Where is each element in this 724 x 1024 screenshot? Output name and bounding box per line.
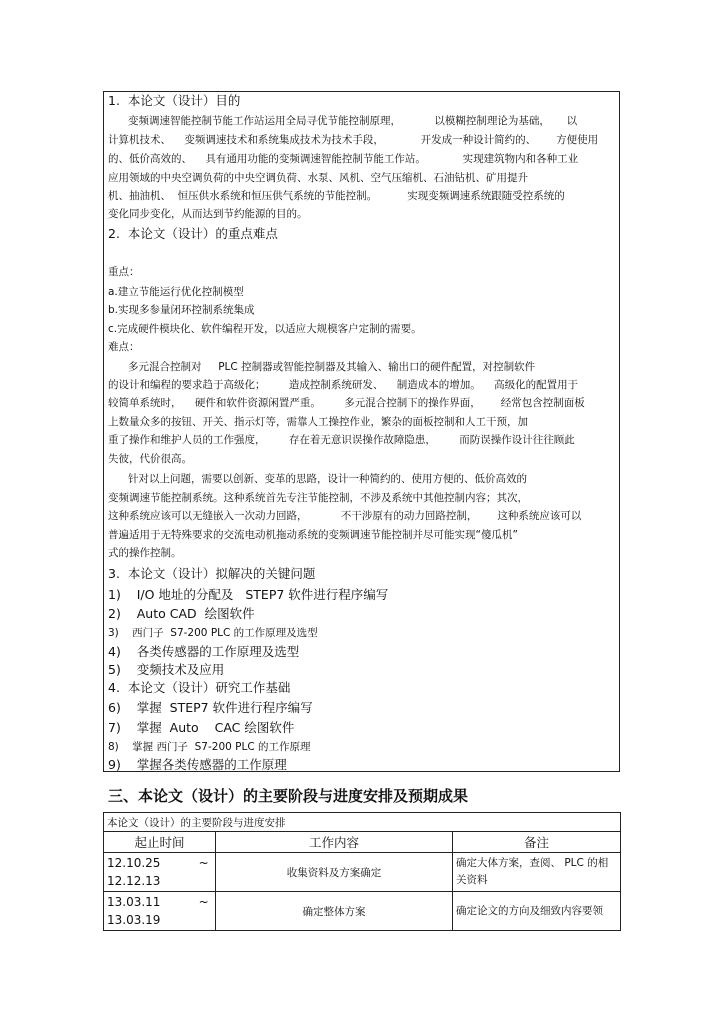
para-line: 机、抽油机、 恒压供水系统和恒压供气系统的节能控制。 实现变频调速系统跟随受控系统的 (108, 190, 565, 202)
para-line: 失彼，代价很高。 (108, 453, 192, 465)
list-item: 1) I/O 地址的分配及 STEP7 软件进行程序编写 (108, 587, 389, 602)
schedule-table (103, 812, 621, 931)
para-line: 变化同步变化，从而达到节约能源的目的。 (108, 208, 308, 220)
para-line: 多元混合控制对 PLC 控制器或智能控制器及其输入、输出口的硬件配置，对控制软件 (108, 361, 536, 373)
para-line: 计算机技术、 变频调速技术和系统集成技术为技术手段， 开发成一种设计简约的、 方便使用 (108, 134, 599, 146)
row-time: 12.10.25 ~ 12.12.13 (104, 853, 216, 892)
para-line: 针对以上问题，需要以创新、变革的思路，设计一种简约的、使用方便的、低价高效的 (108, 473, 528, 485)
key-point-c: c.完成硬件模块化、软件编程开发，以适应大规模客户定制的需要。 (108, 323, 422, 335)
key-points-label: 重点： (108, 266, 140, 278)
key-point-a: a.建立节能运行优化控制模型 (108, 286, 244, 298)
para-line: 的设计和编程的要求趋于高级化； 造成控制系统研发、 制造成本的增加。 高级化的配置用于 (108, 379, 579, 391)
table-row (104, 853, 621, 892)
row-work: 确定整体方案 (216, 892, 453, 931)
list-item: 3) 西门子 S7-200 PLC 的工作原理及选型 (108, 627, 318, 639)
section-3-title: 三、本论文（设计）的主要阶段与进度安排及预期成果 (108, 787, 469, 805)
list-item: 6) 掌握 STEP7 软件进行程序编写 (108, 700, 313, 715)
list-item: 9) 掌握各类传感器的工作原理 (108, 757, 287, 772)
heading-1: 1. 本论文（设计）目的 (108, 93, 241, 108)
header-work: 工作内容 (216, 832, 453, 853)
list-item: 2) Auto CAD 绘图软件 (108, 606, 255, 621)
heading-4: 4. 本论文（设计）研究工作基础 (108, 680, 291, 695)
table-row (104, 892, 621, 931)
key-point-b: b.实现多参量闭环控制系统集成 (108, 304, 255, 316)
difficulty-label: 难点： (108, 341, 140, 353)
list-item: 5) 变频技术及应用 (108, 662, 225, 677)
list-item: 7) 掌握 Auto CAC 绘图软件 (108, 720, 295, 735)
para-line: 较简单系统时， 硬件和软件资源闲置严重。 多元混合控制下的操作界面， 经常包含控制面板 (108, 397, 585, 409)
para-line: 变频调速节能控制系统。这种系统首先专注节能控制，不涉及系统中其他控制内容；其次， (108, 492, 528, 504)
para-line: 变频调速智能控制节能工作站运用全局寻优节能控制原理， 以模糊控制理论为基础， 以 (108, 115, 578, 127)
heading-2: 2. 本论文（设计）的重点难点 (108, 226, 278, 241)
header-note: 备注 (453, 832, 621, 853)
para-line: 重了操作和维护人员的工作强度， 存在着无意识误操作故障隐患， 而防误操作设计往往顾此 (108, 434, 575, 446)
para-line: 普遍适用于无特殊要求的交流电动机拖动系统的变频调速节能控制并尽可能实现“傻瓜机” (108, 529, 518, 541)
heading-3: 3. 本论文（设计）拟解决的关键问题 (108, 566, 316, 581)
para-line: 式的操作控制。 (108, 547, 182, 559)
para-line: 这种系统应该可以无缝嵌入一次动力回路， 不干涉原有的动力回路控制， 这种系统应该可以 (108, 510, 582, 522)
row-note: 确定大体方案，查阅、 PLC 的相关资料 (453, 853, 621, 892)
row-note: 确定论文的方向及细致内容要领 (453, 892, 621, 931)
para-line: 的、低价高效的、 具有通用功能的变频调速智能控制节能工作站。 实现建筑物内和各种工业 (108, 153, 579, 165)
list-item: 8) 掌握 西门子 S7-200 PLC 的工作原理 (108, 741, 311, 753)
row-time: 13.03.11 ~ 13.03.19 (104, 892, 216, 931)
para-line: 应用领域的中央空调负荷的中央空调负荷、水泵、风机、空气压缩机、石油钻机、矿用提升 (108, 172, 528, 184)
header-time: 起止时间 (104, 832, 216, 853)
para-line: 上数量众多的按钮、开关、指示灯等，需靠人工操控作业，繁杂的面板控制和人工干预，加 (108, 416, 528, 428)
schedule-caption: 本论文（设计）的主要阶段与进度安排 (104, 813, 621, 832)
list-item: 4) 各类传感器的工作原理及选型 (108, 644, 300, 659)
table-header-row (104, 832, 621, 853)
row-work: 收集资料及方案确定 (216, 853, 453, 892)
